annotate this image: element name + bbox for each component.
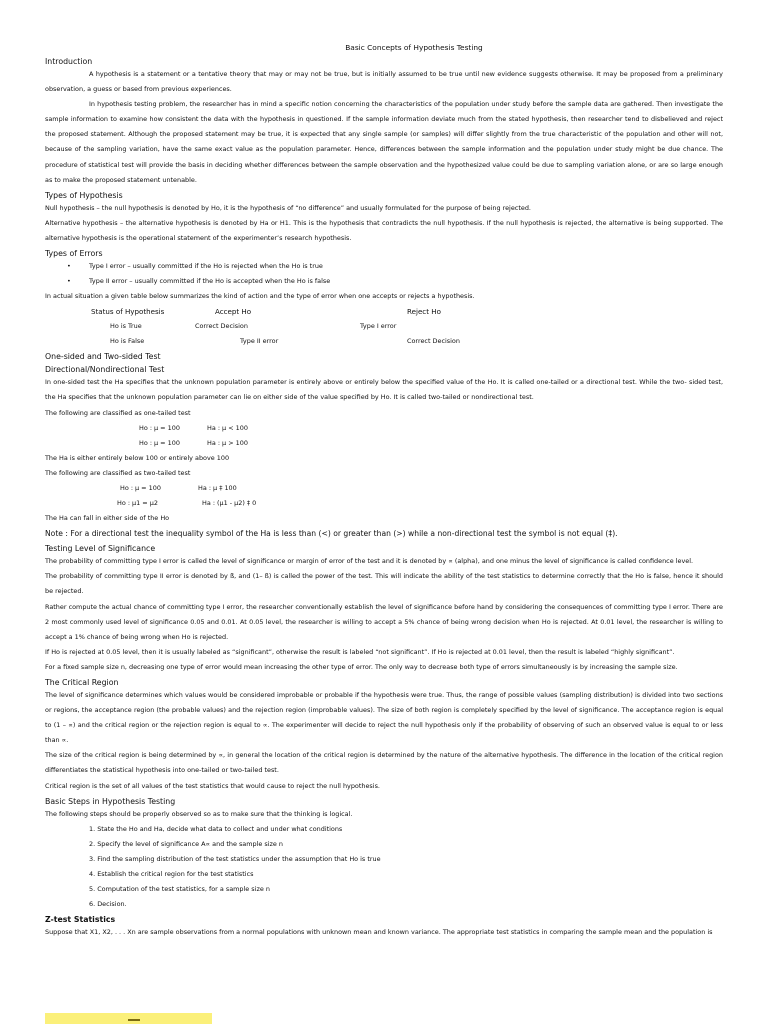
alt-hypothesis: Ha : μ ‡ 100 — [198, 483, 237, 492]
critical-region-heading: The Critical Region — [45, 678, 119, 687]
table-cell: Ho is True — [110, 322, 142, 331]
types-of-errors-heading: Types of Errors — [45, 249, 103, 259]
list-item — [45, 274, 723, 289]
one-two-sided-heading: One-sided and Two-sided Test — [45, 352, 161, 362]
alt-hypothesis: Ha : (μ1 - μ2) ‡ 0 — [202, 499, 257, 508]
null-hypothesis: Ho : μ = 100 — [120, 483, 161, 492]
alternative-hypothesis-paragraph: Alternative hypothesis – the alternative hypothesis is denoted by Ha or H1. This is the hypothesis that contradicts the null hypothesis. If the null hypothesis is rejected, the alternative is being supported. The alternative hypothesis is the operational statement of the experimenter’s research hypothesis. — [45, 218, 723, 242]
table-cell: Ho is False — [110, 337, 145, 346]
bullet-icon: • — [67, 277, 71, 286]
table-row — [45, 319, 723, 334]
intro-heading: Introduction — [45, 57, 93, 66]
critical-paragraph-1: The level of significance determines which values would be considered improbable or probable if the hypothesis were true. Thus, the range of possible values (sampling distribution) is divided into two sections or regions, the acceptance region (the probable values) and the rejection region (improbable values). The size of both region is completely specified by the level of significance. The acceptance region is equal to (1 – ∝) and the critical region or the rejection region is equal to ∝. The experimenter will decide to reject the null hypothesis only if the probability of observing of such an observed value is equal to or less than ∝. — [45, 691, 723, 745]
list-item: 2. Specify the level of significance A∝ and the sample size n — [89, 839, 284, 848]
alt-hypothesis: Ha : μ > 100 — [207, 438, 248, 447]
list-item — [45, 259, 723, 274]
type-two-error-text: Type II error – usually committed if the Ho is accepted when the Ho is false — [89, 277, 331, 286]
types-of-hypothesis-heading: Types of Hypothesis — [45, 190, 123, 200]
formula-bar-mark — [128, 1019, 140, 1021]
column-header-reject: Reject Ho — [407, 307, 441, 317]
null-hypothesis: Ho : μ1 = μ2 — [117, 499, 158, 508]
basic-steps-heading: Basic Steps in Hypothesis Testing — [45, 796, 176, 806]
column-header-accept: Accept Ho — [215, 307, 252, 317]
null-hypothesis: Ho : μ = 100 — [139, 423, 180, 432]
document-title: Basic Concepts of Hypothesis Testing — [345, 43, 483, 52]
fall-either-side-text: The Ha can fall in either side of the Ho — [45, 514, 170, 523]
hypothesis-row — [45, 421, 723, 436]
level-of-significance-heading: Testing Level of Significance — [45, 544, 156, 554]
note-text: Note : For a directional test the inequality symbol of the Ha is less than (<) or greater than (>) while a non-directional test the symbol is not equal (‡). — [45, 529, 618, 539]
level-paragraph-5: For a fixed sample size n, decreasing one type of error would mean increasing the other type of error. The only way to decrease both type of errors simultaneously is by increasing the sample size. — [45, 662, 678, 671]
table-cell: Correct Decision — [407, 337, 460, 346]
bullet-icon: • — [67, 262, 71, 271]
intro-paragraph-2: In hypothesis testing problem, the researcher has in mind a specific notion concerning the characteristics of the population under study before the sample data are gathered. Then investigate the sample information to examine how consistent the data with the hypothesis in questioned. If the sample information deviate much from the stated hypothesis, then researcher tend to disbelieved and reject the proposed statement. Although the proposed statement may be true, it is expected that any single sample (or samples) will differ slightly from the true characteristic of the population and other will not, because of the sampling variation, have the same exact value as the population parameter. Hence, differences between the sample information and the population under study might be due chance. The procedure of statistical test will provide the basis in deciding whether differences between the sample observation and the hypothesized value could be due to sampling variation alone, or are so large enough as to make the proposed statement untenable. — [45, 100, 723, 184]
actual-situation-text: In actual situation a given table below summarizes the kind of action and the type of error when one accepts or rejects a hypothesis. — [45, 292, 475, 301]
two-tailed-label: The following are classified as two-tailed test — [45, 468, 191, 477]
table-header — [45, 304, 723, 319]
table-cell: Type I error — [360, 322, 397, 331]
list-item: 1. State the Ho and Ha, decide what data to collect and under what conditions — [89, 824, 343, 833]
level-paragraph-3: Rather compute the actual chance of committing type I error, the researcher conventionally establish the level of significance before hand by considering the consequences of committing type I error. There are 2 most commonly used level of significance 0.05 and 0.01. At 0.05 level, the researcher is willing to accept a 5% chance of being wrong decision when Ho is rejected. At 0.01 level, the researcher is willing to accept a 1% chance of being wrong when Ho is rejected. — [45, 602, 723, 641]
null-hypothesis-paragraph: Null hypothesis – the null hypothesis is denoted by Ho, it is the hypothesis of “no difference” and usually formulated for the purpose of being rejected. — [45, 203, 531, 212]
directional-heading: Directional/Nondirectional Test — [45, 365, 165, 375]
document-page — [45, 42, 723, 940]
level-paragraph-1: The probability of committing type I error is called the level of significance or margin of error of the test and it is denoted by ∝ (alpha), and one minus the level of significance is called confidence level. — [45, 557, 694, 566]
column-header-status: Status of Hypothesis — [91, 307, 165, 317]
decision-table — [45, 304, 723, 349]
list-item: 5. Computation of the test statistics, for a sample size n — [89, 885, 270, 894]
hypothesis-row — [45, 496, 723, 511]
critical-paragraph-2: The size of the critical region is being determined by ∝, in general the location of the critical region is determined by the nature of the alternative hypothesis. The difference in the location of the critical region differentiates the statistical hypothesis into one-tailed or two-tailed test. — [45, 751, 723, 775]
list-item: 3. Find the sampling distribution of the test statistics under the assumption that Ho is true — [89, 854, 381, 863]
list-item: 4. Establish the critical region for the test statistics — [89, 870, 254, 879]
one-tailed-label: The following are classified as one-tailed test — [45, 408, 191, 417]
table-cell: Correct Decision — [195, 322, 248, 331]
table-row — [45, 334, 723, 349]
sided-test-paragraph: In one-sided test the Ha specifies that the unknown population parameter is entirely above or entirely below the specified value of the Ho. It is called one-tailed or a directional test. While the two- sided test, the Ha specifies that the unknown population parameter can lie on either side of the value specified by Ho. It is called two-tailed or nondirectional test. — [45, 378, 723, 402]
either-side-text: The Ha is either entirely below 100 or entirely above 100 — [45, 453, 230, 462]
table-cell: Type II error — [240, 337, 279, 346]
z-test-heading: Z-test Statistics — [45, 915, 116, 925]
alt-hypothesis: Ha : μ < 100 — [207, 423, 248, 432]
steps-intro: The following steps should be properly observed so as to make sure that the thinking is logical. — [45, 809, 353, 818]
critical-paragraph-3: Critical region is the set of all values of the test statistics that would cause to reject the null hypothesis. — [45, 781, 380, 790]
hypothesis-row — [45, 436, 723, 451]
type-one-error-text: Type I error – usually committed if the Ho is rejected when the Ho is true — [89, 262, 323, 271]
null-hypothesis: Ho : μ = 100 — [139, 438, 180, 447]
level-paragraph-4: If Ho is rejected at 0.05 level, then it is usually labeled as “significant”, otherwise the result is labeled “not significant”. If Ho is rejected at 0.01 level, then the result is labeled “highly significant”. — [45, 647, 675, 656]
list-item: 6. Decision. — [89, 900, 127, 909]
intro-paragraph-1: A hypothesis is a statement or a tentative theory that may or may not be true, but is initially assumed to be true until new evidence suggests otherwise. It may be proposed from a preliminary observation, a guess or based from previous experiences. — [45, 70, 723, 94]
hypothesis-row — [45, 481, 723, 496]
level-paragraph-2: The probability of committing type II error is denoted by ß, and (1– ß) is called the power of the test. This will indicate the ability of the test statistics to determine correctly that the Ho is false, hence it should be rejected. — [45, 572, 723, 596]
z-test-paragraph: Suppose that X1, X2, . . . Xn are sample observations from a normal populations with unknown mean and known variance. The appropriate test statistics in comparing the sample mean and the population is — [45, 928, 713, 937]
